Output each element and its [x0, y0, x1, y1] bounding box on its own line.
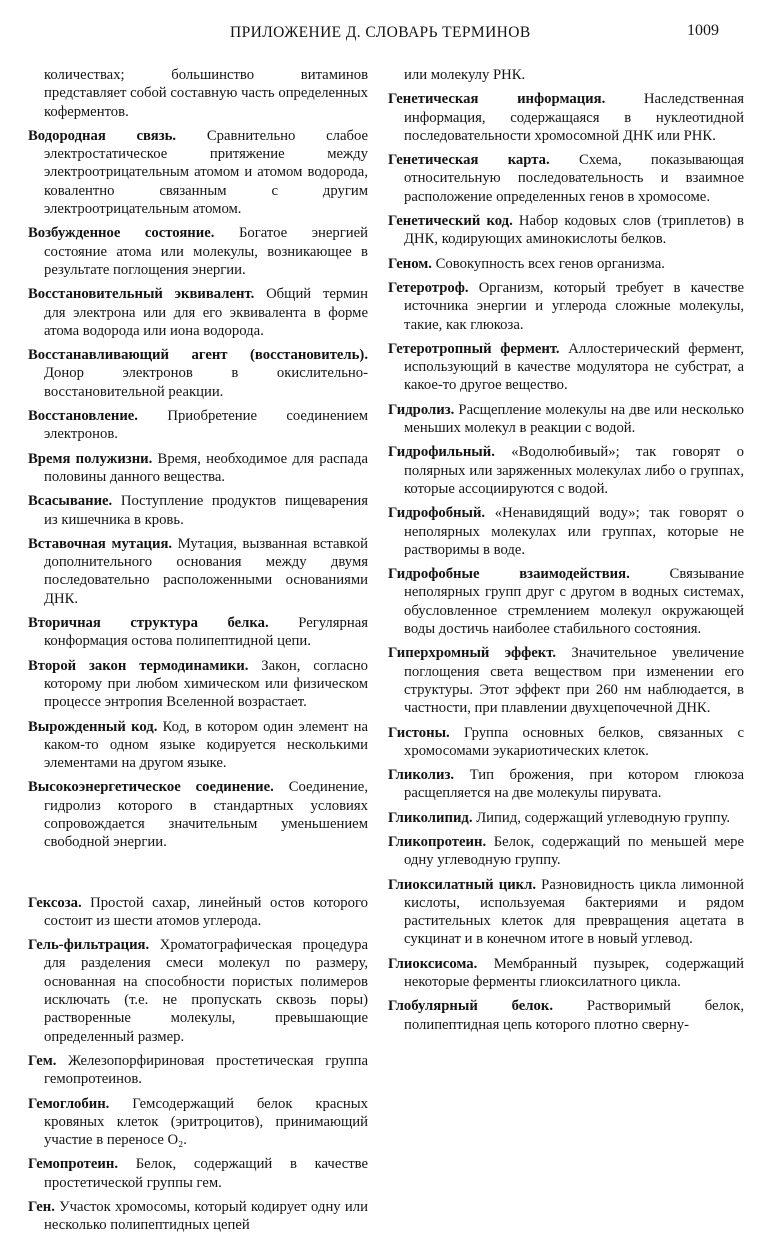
glossary-term: Глиоксисома. [388, 955, 478, 972]
glossary-term: Гидрофильный. [388, 444, 495, 461]
glossary-entry [28, 535, 368, 608]
glossary-definition: Растворимый белок, полипептидная цепь которого плотно сверну- [404, 998, 745, 1033]
glossary-entry [388, 90, 744, 145]
glossary-entry [388, 255, 744, 273]
glossary-term: Гиперхромный эффект. [388, 645, 557, 662]
glossary-entry [388, 565, 744, 638]
glossary-entry [28, 450, 368, 487]
glossary-definition: Сравнительно слабое электростатическое притяжение между электроотрицательным атомом и атомом водорода, ковалентно связанным с другим электроотрицательным атомом. [44, 127, 368, 218]
glossary-term: Восстановление. [28, 408, 138, 425]
glossary-entry [388, 997, 744, 1034]
glossary-entry [28, 1052, 368, 1089]
glossary-definition: Группа основных белков, связанных с хромосомами эукариотических клеток. [404, 724, 745, 759]
glossary-entry [28, 1155, 368, 1192]
glossary-term: Гликолиз. [388, 767, 455, 784]
glossary-definition: Железопорфириновая простетическая группа гемопротеинов. [44, 1052, 368, 1088]
glossary-entry [388, 401, 744, 438]
glossary-entry [388, 644, 744, 717]
glossary-term: Гемопротеин. [28, 1156, 119, 1173]
glossary-term: Возбужденное состояние. [28, 225, 215, 242]
glossary-entry [388, 766, 744, 803]
glossary-entry [28, 657, 368, 712]
header-title: ПРИЛОЖЕНИЕ Д. СЛОВАРЬ ТЕРМИНОВ [230, 24, 531, 41]
entries-group-v [28, 127, 368, 852]
glossary-term: Гем. [28, 1052, 57, 1069]
glossary-term: Всасывание. [28, 493, 113, 510]
glossary-term: Глобулярный белок. [388, 998, 554, 1015]
glossary-definition: Донор электронов в окислительно-восстановительной реакции. [44, 365, 368, 400]
entries-group-g-continued [388, 90, 744, 1034]
glossary-term: Глиоксилатный цикл. [388, 876, 537, 893]
glossary-entry [388, 279, 744, 334]
glossary-term: Генетическая карта. [388, 152, 550, 169]
glossary-entry [388, 724, 744, 761]
glossary-entry [28, 224, 368, 279]
entries-group-g [28, 894, 368, 1235]
glossary-entry [388, 504, 744, 559]
glossary-entry [28, 127, 368, 218]
right-column [388, 66, 744, 1040]
glossary-definition: Разновидность цикла лимонной кислоты, используемая бактериями и рядом растительных клеток для превращения ацетата в сукцинат и в конечном итоге в новый углевод. [404, 876, 745, 948]
running-header [0, 14, 776, 50]
glossary-term: Геном. [388, 255, 432, 272]
glossary-definition: Мембранный пузырек, содержащий некоторые ферменты глиоксилатного цикла. [404, 955, 745, 991]
glossary-term: Гликопротеин. [388, 833, 487, 850]
glossary-entry [388, 340, 744, 395]
glossary-entry [28, 492, 368, 529]
glossary-definition: Простой сахар, линейный остов которого состоит из шести атомов углерода. [44, 894, 369, 929]
glossary-term: Гидрофобный. [388, 505, 486, 522]
glossary-definition: Связывание неполярных групп друг с другом в водных системах, обусловленное стремлением молекул окружающей воды достичь наиболее стабильного состояния. [404, 566, 744, 638]
glossary-term: Время полужизни. [28, 450, 153, 467]
glossary-definition: Набор кодовых слов (триплетов) в ДНК, кодирующих аминокислоты белков. [404, 213, 744, 248]
glossary-entry [28, 285, 368, 340]
glossary-entry [28, 1095, 368, 1150]
glossary-entry [388, 955, 744, 992]
left-column [28, 66, 368, 1241]
glossary-entry [388, 151, 744, 206]
glossary-definition: Белок, содержащий в качестве простетической группы гем. [44, 1156, 369, 1191]
glossary-entry [388, 443, 744, 498]
glossary-term: Гетеротроф. [388, 279, 469, 296]
glossary-term: Второй закон термодинамики. [28, 657, 249, 674]
glossary-term: Восстанавливающий агент (восстановитель). [28, 347, 368, 364]
glossary-definition: Схема, показывающая относительную последовательность и взаимное расположение определенных генов в хромосоме. [404, 152, 744, 205]
glossary-definition: Организм, который требует в качестве источника энергии и углерода сложные молекулы, такие, как глюкоза. [404, 279, 744, 333]
page-number: 1009 [687, 22, 719, 39]
glossary-definition: Богатое энергией состояние атома или молекулы, возникающее в результате поглощения энергии. [44, 225, 368, 278]
glossary-definition: Участок хромосомы, который кодирует одну или несколько полипептидных цепей [44, 1199, 368, 1234]
glossary-definition: «Ненавидящий воду»; так говорят о неполярных молекулах или группах, которые не растворимы в воде. [404, 505, 745, 558]
glossary-term: Высокоэнергетическое соединение. [28, 779, 274, 796]
glossary-definition: Время, необходимое для распада половины данного вещества. [44, 450, 368, 485]
glossary-definition: Хроматографическая процедура для разделения смеси молекул по размеру, основанная на способности пористых полимеров исключать (т.е. не пропускать сквозь поры) растворенные молекулы, превышающие определенный размер. [44, 937, 368, 1045]
glossary-term: Гексоза. [28, 894, 82, 911]
glossary-definition: Аллостерический фермент, использующий в качестве модулятора не субстрат, а какое-то другое вещество. [404, 340, 745, 394]
glossary-entry [388, 809, 744, 827]
glossary-definition: Совокупность всех генов организма. [435, 255, 665, 272]
glossary-entry [28, 894, 368, 931]
glossary-entry [388, 833, 744, 870]
glossary-definition: Соединение, гидролиз которого в стандартных условиях сопровождается значительным уменьшением свободной энергии. [44, 779, 368, 851]
glossary-definition: Приобретение соединением электронов. [44, 408, 369, 443]
continued-text: или молекулу РНК. [404, 67, 526, 83]
glossary-term: Ген. [28, 1199, 55, 1216]
glossary-entry [388, 876, 744, 949]
glossary-definition: Код, в котором один элемент на каком-то одном языке кодируется несколькими элементами на другом языке. [44, 718, 368, 772]
glossary-definition: Поступление продуктов пищеварения из кишечника в кровь. [44, 493, 369, 528]
glossary-entry [28, 614, 368, 651]
glossary-entry [28, 718, 368, 773]
glossary-term: Гель-фильтрация. [28, 937, 150, 954]
glossary-entry [28, 1198, 368, 1235]
glossary-definition: Липид, содержащий углеводную группу. [476, 809, 731, 826]
glossary-definition: Регулярная конформация остова полипептидной цепи. [44, 615, 368, 650]
glossary-definition: Закон, согласно которому при любом химическом или физическом процессе энтропия Вселенной возрастает. [44, 657, 368, 711]
glossary-definition: Белок, содержащий по меньшей мере одну углеводную группу. [404, 833, 744, 869]
glossary-entry [28, 778, 368, 851]
glossary-term: Вторичная структура белка. [28, 615, 269, 632]
glossary-definition: Мутация, вызванная вставкой дополнительного основания между двумя последовательно расположенными основаниями ДНК. [44, 535, 368, 607]
glossary-term: Гликолипид. [388, 809, 473, 826]
glossary-term: Гистоны. [388, 724, 450, 741]
glossary-entry [28, 936, 368, 1046]
glossary-term: Восстановительный эквивалент. [28, 286, 255, 303]
glossary-entry [28, 346, 368, 401]
glossary-term: Вставочная мутация. [28, 535, 173, 552]
glossary-term: Гидрофобные взаимодействия. [388, 566, 630, 583]
glossary-definition: Значительное увеличение поглощения света веществом при изменении его структуры. Этот эффект при 260 нм наблюдается, в частности, при плавлении двухцепочечной ДНК. [404, 645, 745, 717]
glossary-entry [28, 407, 368, 444]
glossary-definition: Наследственная информация, содержащаяся в нуклеотидной последовательности хромосомной ДНК или РНК. [404, 91, 744, 144]
glossary-term: Гетеротропный фермент. [388, 340, 560, 357]
glossary-definition: Тип брожения, при котором глюкоза расщепляется на две молекулы пирувата. [404, 767, 744, 802]
glossary-definition: Гемсодержащий белок красных кровяных клеток (эритроцитов), принимающий участие в переносе O₂. [44, 1095, 369, 1149]
glossary-term: Генетическая информация. [388, 91, 606, 108]
glossary-definition: «Водолюбивый»; так говорят о полярных или заряженных молекулах либо о группах, которые ассоциируются с водой. [404, 444, 745, 497]
glossary-term: Генетический код. [388, 213, 513, 230]
glossary-definition: Общий термин для электрона или для его эквивалента в форме атома водорода или иона водорода. [44, 286, 369, 339]
glossary-entry [388, 212, 744, 249]
glossary-term: Вырожденный код. [28, 718, 158, 735]
glossary-definition: Расщепление молекулы на две или несколько меньших молекул в реакции с водой. [404, 401, 745, 437]
section-gap [28, 858, 368, 894]
continued-text: количествах; большинство витаминов представляет собой составную часть определенных коферментов. [44, 67, 368, 120]
glossary-term: Гемоглобин. [28, 1095, 110, 1112]
glossary-term: Гидролиз. [388, 401, 455, 418]
glossary-term: Водородная связь. [28, 127, 177, 144]
